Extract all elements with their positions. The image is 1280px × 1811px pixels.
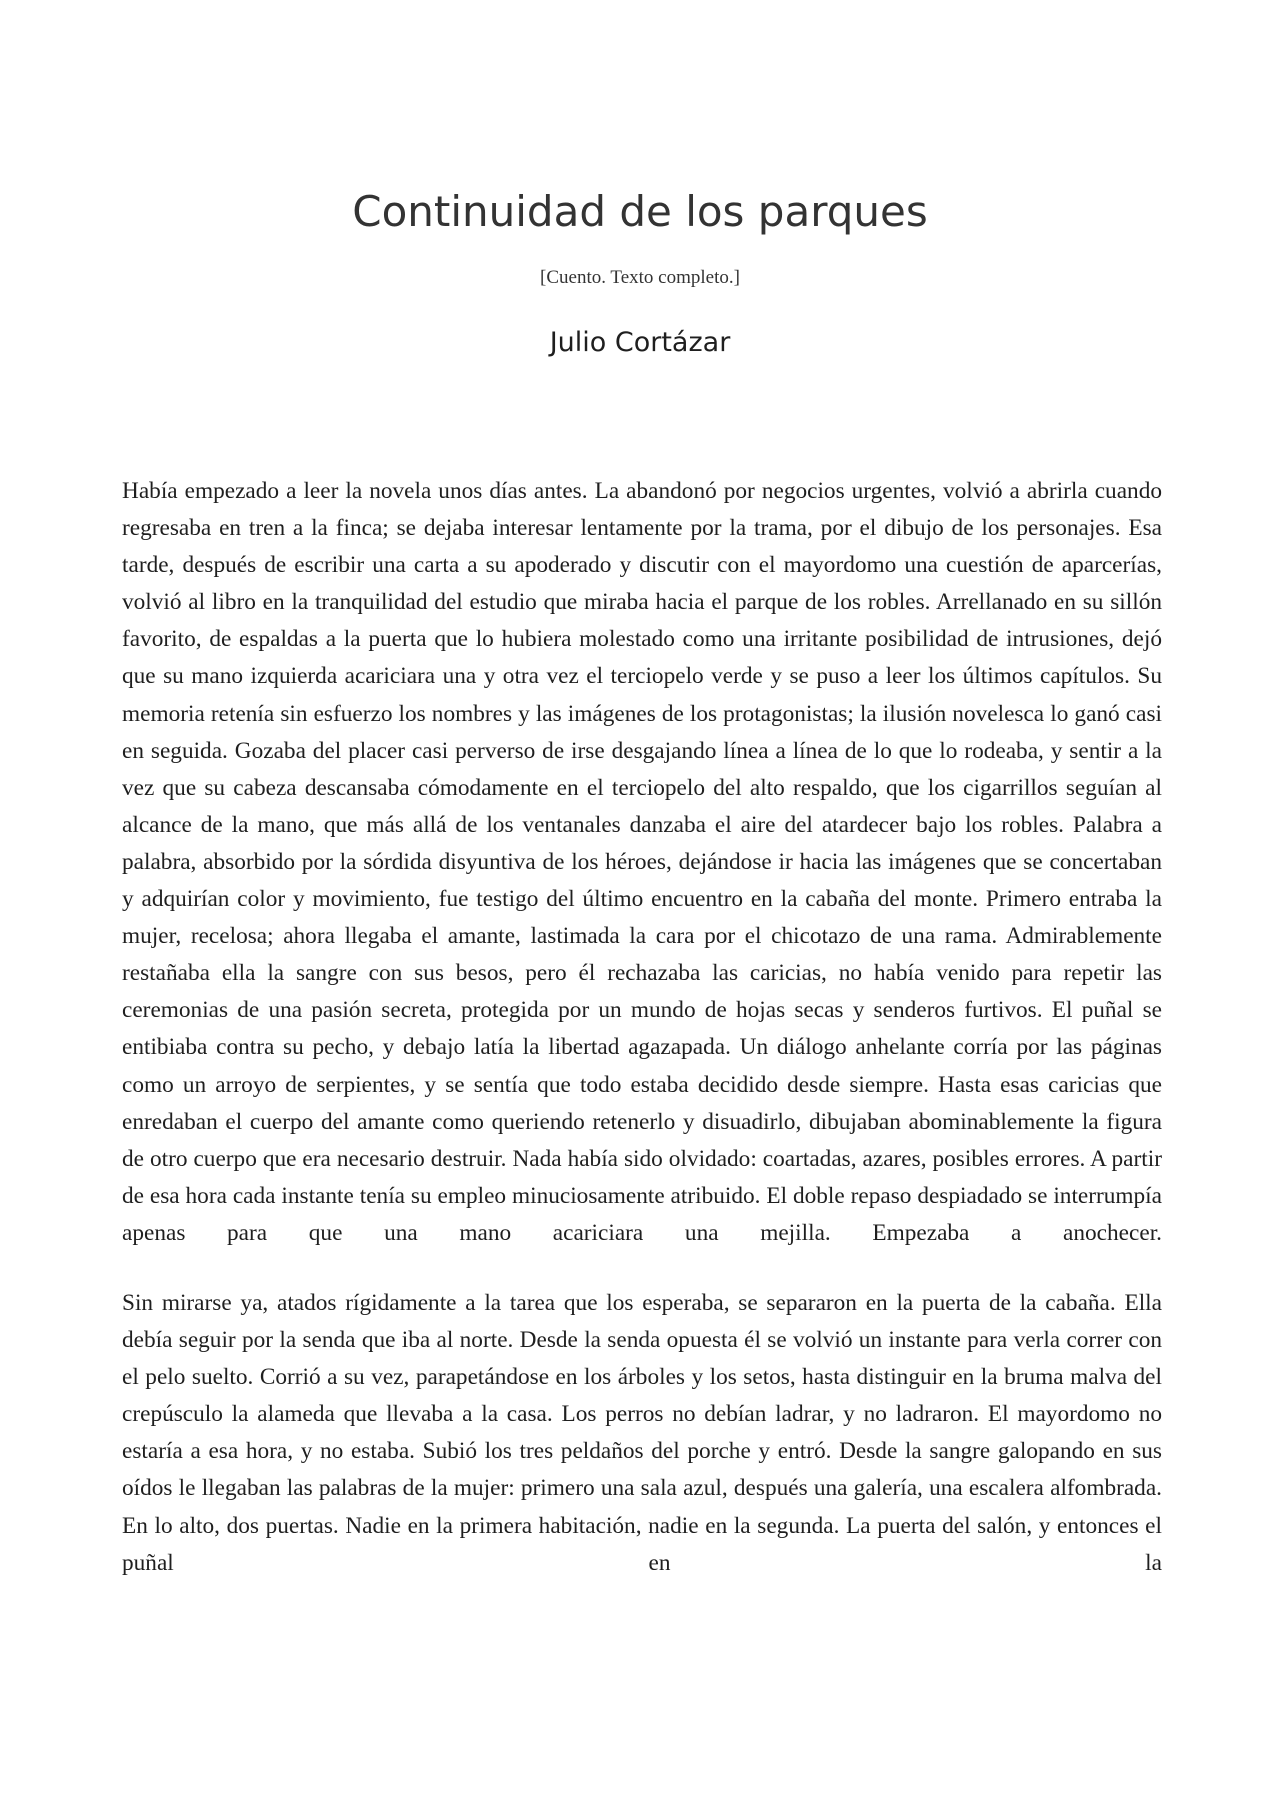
story-body xyxy=(122,473,1162,1582)
story-title: Continuidad de los parques xyxy=(352,187,928,236)
story-author: Julio Cortázar xyxy=(549,327,731,358)
story-subtitle: [Cuento. Texto completo.] xyxy=(540,267,740,288)
paragraph-2: Sin mirarse ya, atados rígidamente a la tarea que los esperaba, se separaron en la puerta de la cabaña. Ella debía seguir por la senda que iba al norte. Desde la senda opuesta él se volvió un instante para verla correr con el pelo suelto. Corrió a su vez, parapetándose en los árboles y los setos, hasta distinguir en la bruma malva del crepúsculo la alameda que llevaba a la casa. Los perros no debían ladrar, y no ladraron. El mayordomo no estaría a esa hora, y no estaba. Subió los tres peldaños del porche y entró. Desde la sangre galopando en sus oídos le llegaban las palabras de la mujer: primero una sala azul, después una galería, una escalera alfombrada. En lo alto, dos puertas. Nadie en la primera habitación, nadie en la segunda. La puerta del salón, y entonces el puñal en la xyxy=(122,1289,1162,1576)
paragraph-1: Había empezado a leer la novela unos días antes. La abandonó por negocios urgentes, volvió a abrirla cuando regresaba en tren a la finca; se dejaba interesar lentamente por la trama, por el dibujo de los personajes. Esa tarde, después de escribir una carta a su apoderado y discutir con el mayordomo una cuestión de aparcerías, volvió al libro en la tranquilidad del estudio que miraba hacia el parque de los robles. Arrellanado en su sillón favorito, de espaldas a la puerta que lo hubiera molestado como una irritante posibilidad de intrusiones, dejó que su mano izquierda acariciara una y otra vez el terciopelo verde y se puso a leer los últimos capítulos. Su memoria retenía sin esfuerzo los nombres y las imágenes de los protagonistas; la ilusión novelesca lo ganó casi en seguida. Gozaba del placer casi perverso de irse desgajando línea a línea de lo que lo rodeaba, y sentir a la vez que su cabeza descansaba cómodamente en el terciopelo del alto respaldo, que los cigarrillos seguían al alcance de la mano, que más allá de los ventanales danzaba el aire del atardecer bajo los robles. Palabra a palabra, absorbido por la sórdida disyuntiva de los héroes, dejándose ir hacia las imágenes que se concertaban y adquirían color y movimiento, fue testigo del último encuentro en la cabaña del monte. Primero entraba la mujer, recelosa; ahora llegaba el amante, lastimada la cara por el chicotazo de una rama. Admirablemente restañaba ella la sangre con sus besos, pero él rechazaba las caricias, no había venido para repetir las ceremonias de una pasión secreta, protegida por un mundo de hojas secas y senderos furtivos. El puñal se entibiaba contra su pecho, y debajo latía la libertad agazapada. Un diálogo anhelante corría por las páginas como un arroyo de serpientes, y se sentía que todo estaba decidido desde siempre. Hasta esas caricias que enredaban el cuerpo del amante como queriendo retenerlo y disuadirlo, dibujaban abominablemente la figura de otro cuerpo que era necesario destruir. Nada había sido olvidado: coartadas, azares, posibles errores. A partir de esa hora cada instante tenía su empleo minuciosamente atribuido. El doble repaso despiadado se interrumpía apenas para que una mano acariciara una mejilla. Empezaba a anochecer. xyxy=(122,478,1162,1246)
